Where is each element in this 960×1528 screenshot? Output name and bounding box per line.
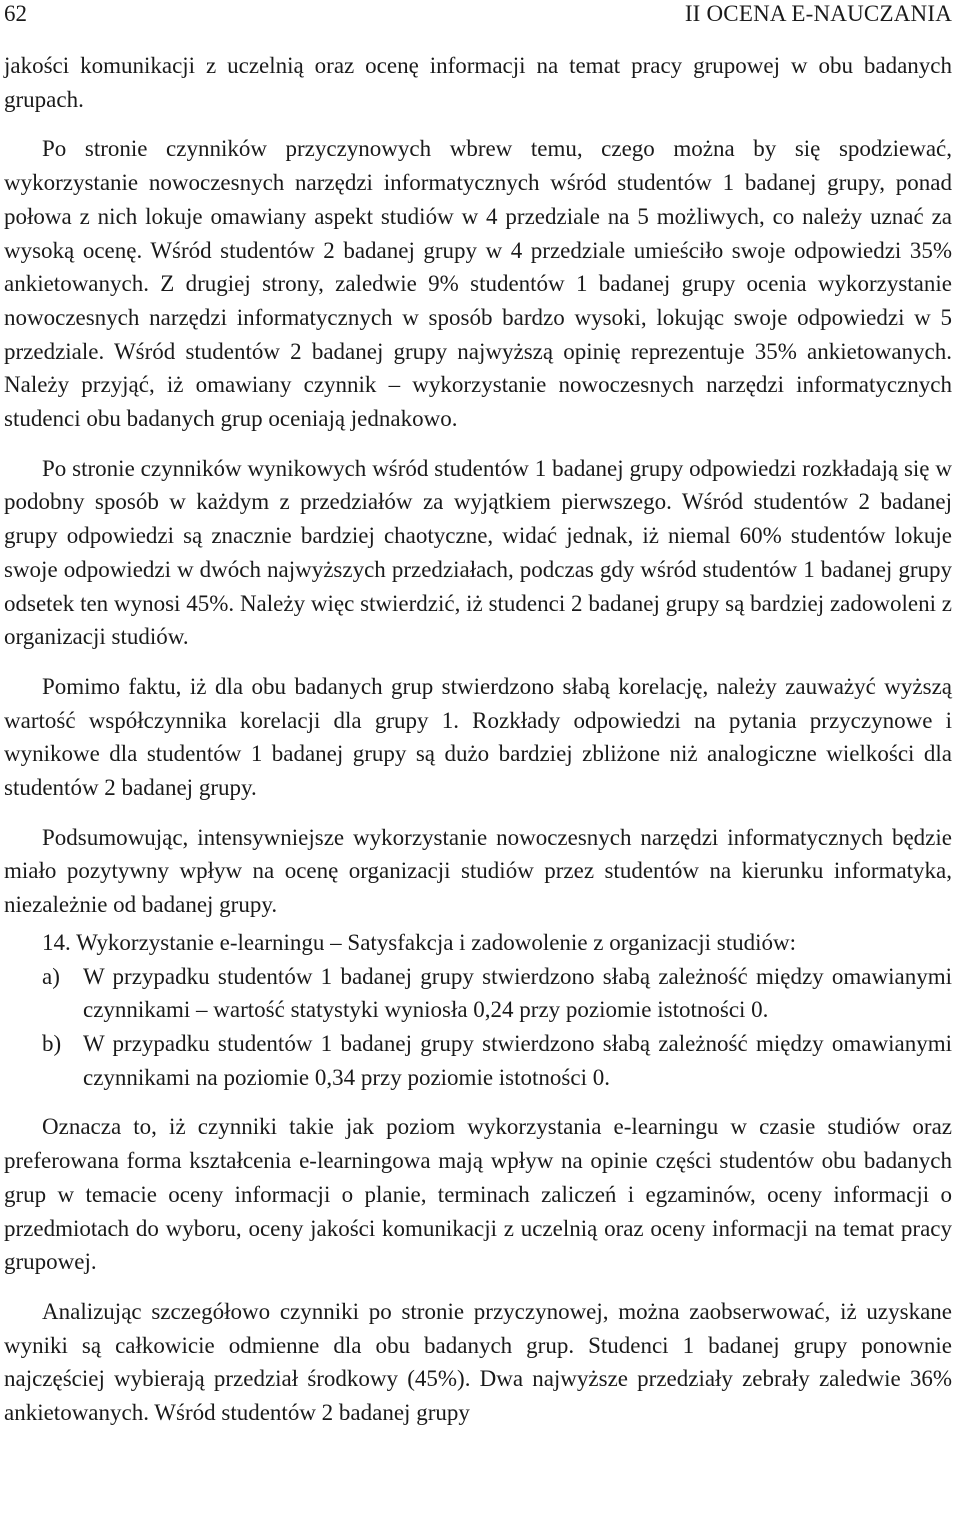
paragraph-summary: Podsumowując, intensywniejsze wykorzystanie nowoczesnych narzędzi informatycznych będzie miało pozytywny wpływ na ocenę organizacji studiów przez studentów na kierunku informatyka, niezależnie od badanej grupy. [4,824,952,918]
list-item-text: W przypadku studentów 1 badanej grupy stwierdzono słabą zależność między omawianymi czynnikami na poziomie 0,34 przy poziomie istotności 0. [83,1030,952,1090]
paragraph-conclusion: Oznacza to, iż czynniki takie jak poziom wykorzystania e-learningu w czasie studiów oraz preferowana forma kształcenia e-learningowa mają wpływ na opinie części studentów obu badanych grup w temacie oceny informacji o planie, terminach zaliczeń i egzaminów, oceny informacji o przedmiotach do wyboru, oceny jakości komunikacji z uczelnią oraz oceny informacji na temat pracy grupowej. [4,1114,952,1275]
page-number: 62 [4,1,27,26]
section-heading: 14. Wykorzystanie e-learningu – Satysfakcja i zadowolenie z organizacji studiów: [42,929,796,955]
document-page [4,0,952,1430]
list-marker: b) [42,1030,62,1056]
chapter-title: II OCENA E-NAUCZANIA [684,1,952,26]
paragraph-outcome-factors: Po stronie czynników wynikowych wśród studentów 1 badanej grupy odpowiedzi rozkładają się w podobny sposób w każdym z przedziałów za wyjątkiem pierwszego. Wśród studentów 2 badanej grupy odpowiedzi są znacznie bardziej chaotyczne, widać jednak, iż niemal 60% studentów lokuje swoje odpowiedzi w dwóch najwyższych przedziałach, podczas gdy wśród studentów 1 badanej grupy odsetek ten wynosi 45%. Należy więc stwierdzić, iż studenci 2 badanej grupy są bardziej zadowoleni z organizacji studiów. [4,455,952,650]
running-header [4,0,952,29]
list-item-text: W przypadku studentów 1 badanej grupy stwierdzono słabą zależność między omawianymi czynnikami – wartość statystyki wyniosła 0,24 przy poziomie istotności 0. [83,963,952,1023]
list-marker: a) [42,963,60,989]
list-item-b [4,1027,952,1094]
list-item-a [4,960,952,1027]
paragraph-analysis: Analizując szczegółowo czynniki po stronie przyczynowej, można zaobserwować, iż uzyskane wyniki są całkowicie odmienne dla obu badanych grup. Studenci 1 badanej grupy ponownie najczęściej wybierają przedział środkowy (45%). Dwa najwyższe przedziały zebrały zaledwie 36% ankietowanych. Wśród studentów 2 badanej grupy [4,1298,952,1426]
paragraph-continued: jakości komunikacji z uczelnią oraz ocenę informacji na temat pracy grupowej w obu badanych grupach. [4,53,952,112]
paragraph-correlation: Pomimo faktu, iż dla obu badanych grup stwierdzono słabą korelację, należy zauważyć wyższą wartość współczynnika korelacji dla grupy 1. Rozkłady odpowiedzi na pytania przyczynowe i wynikowe dla studentów 1 badanej grupy są dużo bardziej zbliżone niż analogiczne wielkości dla studentów 2 badanej grupy. [4,673,952,801]
paragraph-causal-factors: Po stronie czynników przyczynowych wbrew temu, czego można by się spodziewać, wykorzystanie nowoczesnych narzędzi informatycznych wśród studentów 1 badanej grupy, ponad połowa z nich lokuje omawiany aspekt studiów w 4 przedziale na 5 możliwych, co należy uznać za wysoką ocenę. Wśród studentów 2 badanej grupy w 4 przedziale umieściło swoje odpowiedzi 35% ankietowanych. Z drugiej strony, zaledwie 9% studentów 1 badanej grupy ocenia wykorzystanie nowoczesnych narzędzi informatycznych w sposób bardzo wysoki, lokując swoje odpowiedzi w 5 przedziale. Wśród studentów 2 badanej grupy najwyższą opinię reprezentuje 35% ankietowanych. Należy przyjąć, iż omawiany czynnik – wykorzystanie nowoczesnych narzędzi informatycznych studenci obu badanych grup oceniają jednakowo. [4,136,952,432]
